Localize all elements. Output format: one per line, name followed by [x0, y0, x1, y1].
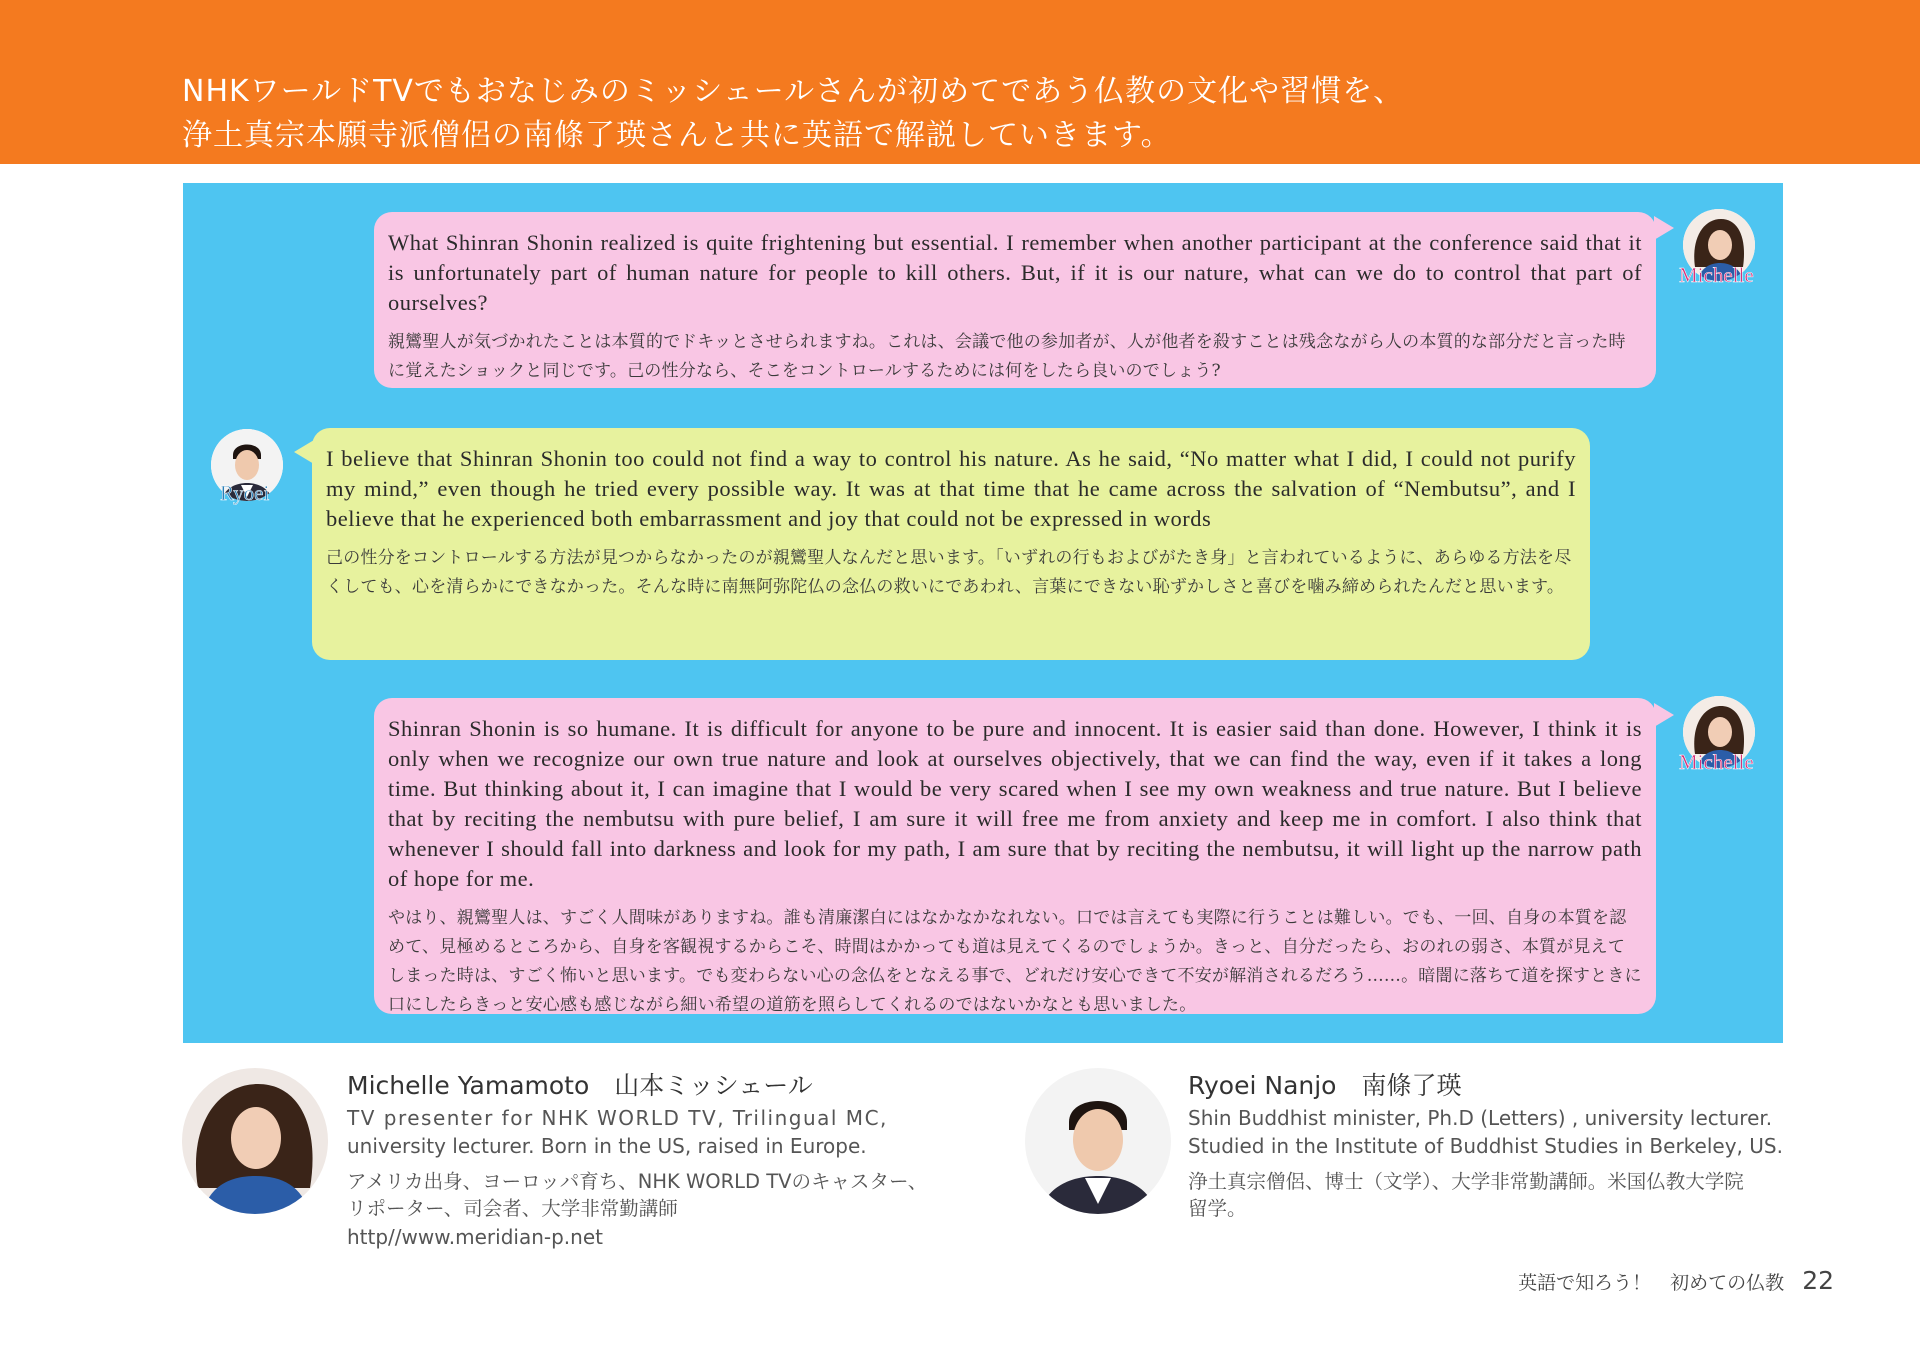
dialogue-bubble-michelle-2	[374, 698, 1656, 1014]
bubble-tail	[1654, 703, 1674, 727]
page-number: 22	[1802, 1266, 1834, 1295]
bubble-japanese-text: やはり、親鸞聖人は、すごく人間味がありますね。誰も清廉潔白にはなかなかなれない。口では言えても実際に行うことは難しい。でも、一回、自身の本質を認めて、見極めるところから、自身を客観視するからこそ、時間はかかっても道は見えてくるのでしょうか。きっと、自分だったら、おのれの弱さ、本質が見えてしまった時は、すごく怖いと思います。でも変わらない心の念仏をとなえる事で、どれだけ安心できて不安が解消されるだろう……。暗闇に落ちて道を探すときに口にしたらきっと安心感も感じながら細い希望の道筋を照らしてくれるのではないかなとも思いました。	[388, 908, 1642, 1015]
ryoei-profile-name: Ryoei Nanjo 南條了瑛	[1188, 1071, 1462, 1100]
ryoei-profile-en-line2: Studied in the Institute of Buddhist Studies in Berkeley, US.	[1188, 1134, 1783, 1158]
bubble-english-text: What Shinran Shonin realized is quite frightening but essential. I remember when another participant at the conference said that it is unfortunately part of human nature for people to kill others. But, if it is our nature, what can we do to control that part of ourselves?	[388, 230, 1642, 315]
michelle-avatar-label: Michelle	[1679, 263, 1754, 287]
header-line-1: NHKワールドTVでもおなじみのミッシェールさんが初めてであう仏教の文化や習慣を、	[182, 74, 1405, 109]
ryoei-avatar-label: Ryoei	[220, 481, 270, 505]
page-footer	[1518, 1266, 1834, 1295]
ryoei-profile-photo	[1025, 1068, 1171, 1214]
bubble-tail	[294, 440, 314, 464]
dialogue-bubble-michelle-1	[374, 212, 1656, 388]
bubble-japanese-text: 親鸞聖人が気づかれたことは本質的でドキッとさせられますね。これは、会議で他の参加者が、人が他者を殺すことは残念ながら人の本質的な部分だと言った時に覚えたショックと同じです。己の性分なら、そこをコントロールするためには何をしたら良いのでしょう?	[388, 332, 1626, 381]
michelle-profile-url[interactable]: http//www.meridian-p.net	[347, 1225, 603, 1249]
header-banner	[0, 0, 1920, 164]
bubble-english-text: I believe that Shinran Shonin too could not find a way to control his nature. As he said, “No matter what I did, I could not purify my mind,” even though he tried every possible way. It was at that time that he came across the salvation of “Nembutsu”, and I believe that he experienced both embarrassment and joy that could not be expressed in words	[326, 446, 1576, 531]
michelle-profile-ja-line1: アメリカ出身、ヨーロッパ育ち、NHK WORLD TVのキャスター、	[347, 1170, 928, 1193]
bubble-japanese-text: 己の性分をコントロールする方法が見つからなかったのが親鸞聖人なんだと思います。「いずれの行もおよびがたき身」と言われているように、あらゆる方法を尽くしても、心を清らかにできなかった。そんな時に南無阿弥陀仏の念仏の救いにであわれ、言葉にできない恥ずかしさと喜びを噛み締められたんだと思います。	[326, 548, 1572, 597]
bubble-english-text: Shinran Shonin is so humane. It is difficult for anyone to be pure and innocent. It is easier said than done. However, I think it is only when we recognize our own true nature and look at ourselves objectively, that we can find the way, even if it takes a long time. But thinking about it, I can imagine that I would be very scared when I see my own weakness and true nature. But I believe that by reciting the nembutsu with pure belief, I am sure it will free me from anxiety and keep me in comfort. I also think that whenever I should fall into darkness and look for my path, I am sure that by reciting the nembutsu, it will light up the narrow path of hope for me.	[388, 716, 1642, 891]
dialogue-bubble-ryoei	[312, 428, 1590, 660]
bubble-tail	[1654, 216, 1674, 240]
ryoei-profile-ja-line2: 留学。	[1188, 1197, 1247, 1220]
ryoei-profile-ja-line1: 浄土真宗僧侶、博士（文学）、大学非常勤講師。米国仏教大学院	[1188, 1170, 1744, 1193]
ryoei-profile-en-line1: Shin Buddhist minister, Ph.D (Letters) , university lecturer.	[1188, 1106, 1773, 1130]
header-line-2: 浄土真宗本願寺派僧侶の南條了瑛さんと共に英語で解説していきます。	[182, 118, 1172, 153]
michelle-profile-name: Michelle Yamamoto 山本ミッシェール	[347, 1071, 813, 1100]
michelle-profile-en-line1: TV presenter for NHK WORLD TV, Trilingual MC,	[347, 1106, 888, 1130]
michelle-profile-ja-line2: リポーター、司会者、大学非常勤講師	[347, 1197, 678, 1220]
michelle-profile-en-line2: university lecturer. Born in the US, raised in Europe.	[347, 1134, 867, 1158]
michelle-avatar-label: Michelle	[1679, 750, 1754, 774]
michelle-profile-photo	[182, 1068, 328, 1214]
footer-title: 英語で知ろう！ 初めての仏教	[1518, 1272, 1785, 1294]
